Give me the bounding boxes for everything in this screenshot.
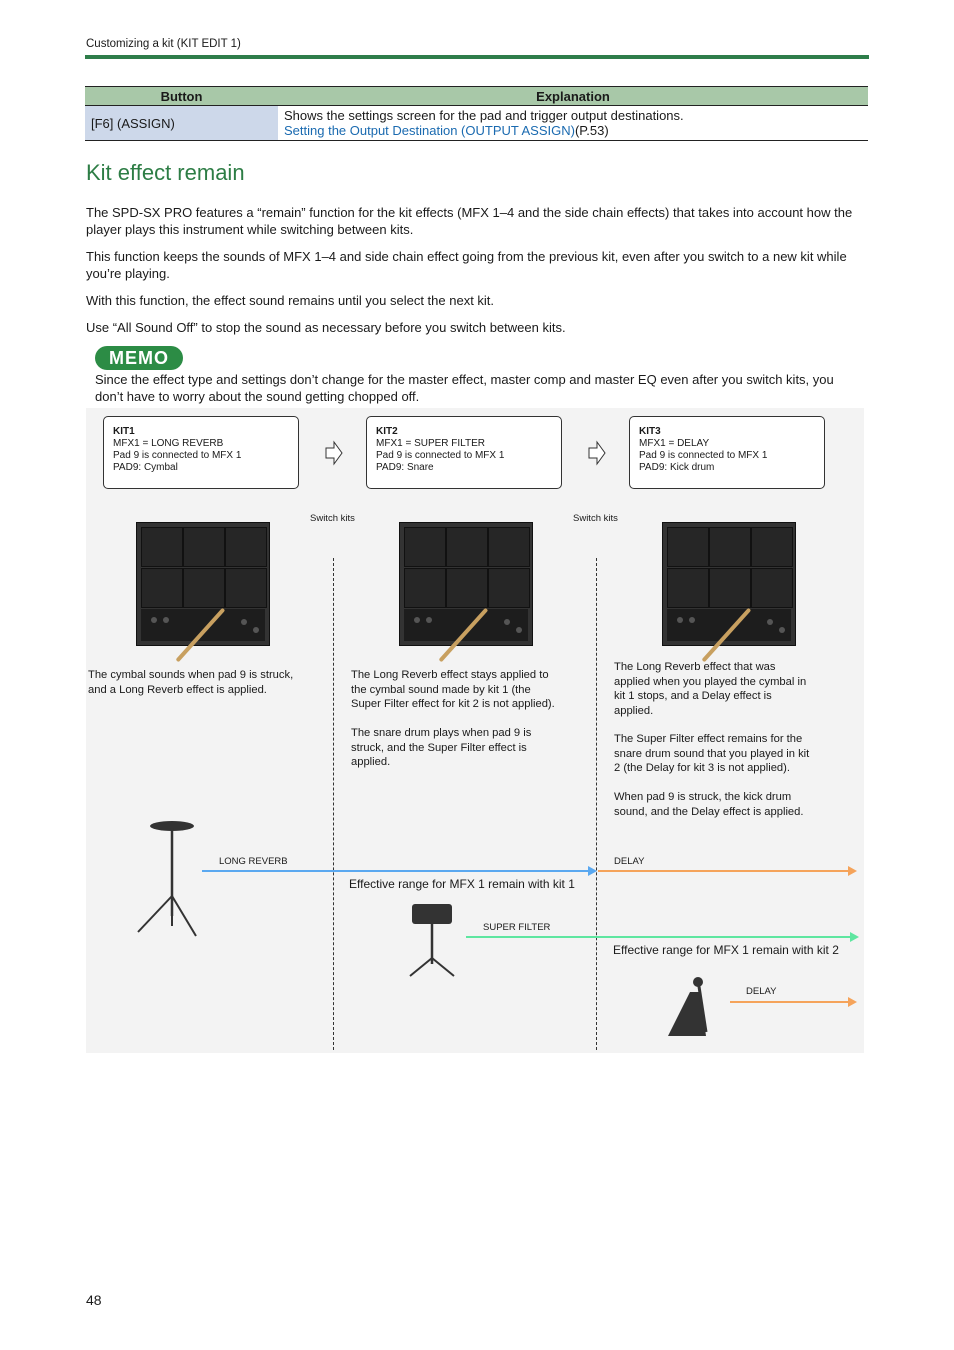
paragraph-4: Use “All Sound Off” to stop the sound as necessary before you switch between kits. [86,320,566,335]
kit3-box [629,416,825,489]
delay-label: DELAY [614,856,645,867]
long-reverb-label: LONG REVERB [219,856,288,867]
kit-divider [596,558,597,1050]
kick-pedal-icon [666,974,726,1040]
spd-sx-pro-device [399,522,533,646]
kit2-box [366,416,562,489]
cell-button: [F6] (ASSIGN) [85,106,278,141]
kit-remain-diagram [86,408,864,1053]
kit3-description: The Long Reverb effect that was applied when you played the cymbal in kit 1 stops, and a Delay effect is applied. [614,661,807,717]
paragraph-1: The SPD-SX PRO features a “remain” function for the kit effects (MFX 1–4 and the side chain effects) that takes into account how the player plays this instrument while switching between kits. [86,205,853,237]
switch-kits-label: Switch kits [310,513,355,524]
kit3-title: KIT3 [639,426,661,437]
kit1-line: Pad 9 is connected to MFX 1 [113,450,242,461]
kit1-line: MFX1 = LONG REVERB [113,438,224,449]
kit3-description: When pad 9 is struck, the kick drum sound, and the Delay effect is applied. [614,791,804,818]
cell-explanation [278,106,868,141]
explanation-text: Shows the settings screen for the pad and trigger output destinations. [284,108,684,123]
kit2-range-label: Effective range for MFX 1 remain with kit 2 [613,943,839,957]
arrowhead-icon [850,932,859,942]
spd-sx-pro-device [136,522,270,646]
kit3-line: MFX1 = DELAY [639,438,710,449]
cymbal-stand-icon [134,816,206,940]
long-reverb-line [202,870,590,872]
page-ref: (P.53) [574,123,609,138]
spd-sx-pro-device [662,522,796,646]
paragraph-2: This function keeps the sounds of MFX 1–4 and side chain effect going from the previous kit, even after you switch to a new kit while you’re playing. [86,249,847,281]
memo-text: Since the effect type and settings don’t change for the master effect, master comp and master EQ even after you switch kits, you don’t have to worry about the sound getting chopped off. [95,372,834,404]
kit1-line: PAD9: Cymbal [113,462,178,473]
kit1-description: The cymbal sounds when pad 9 is struck, and a Long Reverb effect is applied. [88,669,294,696]
kit1-range-label: Effective range for MFX 1 remain with kit 1 [349,877,575,891]
page-number: 48 [86,1292,102,1308]
kit2-line: Pad 9 is connected to MFX 1 [376,450,505,461]
arrowhead-icon [848,866,857,876]
button-table [85,86,868,141]
kit1-title: KIT1 [113,426,135,437]
paragraph-3: With this function, the effect sound remains until you select the next kit. [86,293,495,308]
table-row [85,106,868,141]
snare-drum-icon [404,898,460,980]
kit2-line: MFX1 = SUPER FILTER [376,438,486,449]
super-filter-line [466,936,852,938]
col-header-explanation: Explanation [278,87,868,106]
running-header: Customizing a kit (KIT EDIT 1) [86,38,241,50]
kit-divider [333,558,334,1050]
col-header-button: Button [85,87,278,106]
kit2-title: KIT2 [376,426,398,437]
kit1-box [103,416,299,489]
kit3-line: PAD9: Kick drum [639,462,715,473]
delay-line [730,1001,850,1003]
delay-line [598,870,854,872]
kit2-description: The snare drum plays when pad 9 is struck, and the Super Filter effect is applied. [351,727,532,768]
switch-kits-label: Switch kits [573,513,618,524]
arrowhead-icon [588,866,597,876]
output-assign-link[interactable]: Setting the Output Destination (OUTPUT ASSIGN) [284,123,575,138]
kit2-description: The Long Reverb effect stays applied to the cymbal sound made by kit 1 (the Super Filter effect for kit 2 is not applied). [351,669,555,710]
section-title: Kit effect remain [86,160,245,185]
right-arrow-icon [324,440,344,466]
right-arrow-icon [587,440,607,466]
kit2-line: PAD9: Snare [376,462,434,473]
kit3-line: Pad 9 is connected to MFX 1 [639,450,768,461]
kit3-description: The Super Filter effect remains for the snare drum sound that you played in kit 2 (the Delay for kit 3 is not applied). [614,733,810,774]
header-rule [85,55,869,59]
delay-label: DELAY [746,986,777,997]
memo-badge: MEMO [95,346,183,370]
super-filter-label: SUPER FILTER [483,922,551,933]
arrowhead-icon [848,997,857,1007]
